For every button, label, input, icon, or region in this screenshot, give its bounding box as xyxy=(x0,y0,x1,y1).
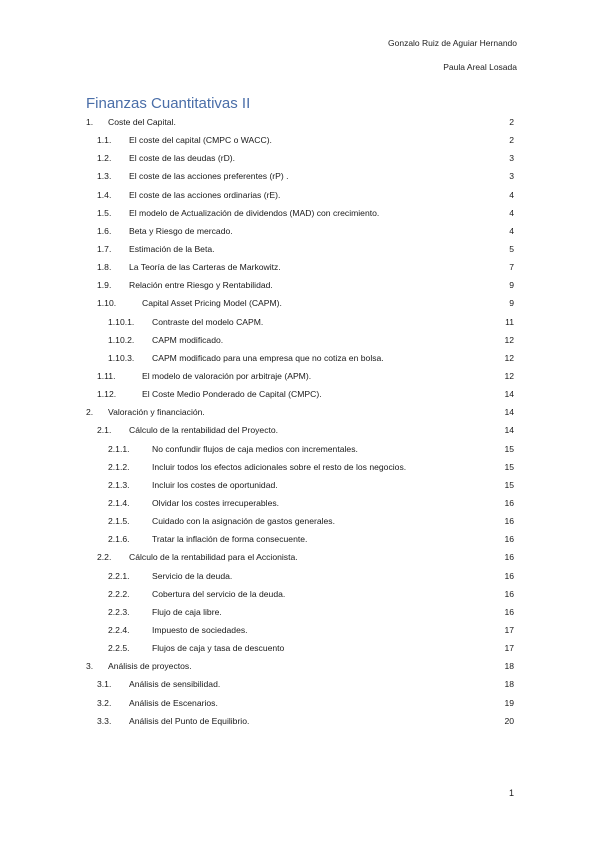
toc-entry-page: 3 xyxy=(509,153,514,164)
toc-entry[interactable] xyxy=(86,313,514,331)
toc-entry-number: 1.10.3. xyxy=(108,352,135,363)
toc-entry-page: 9 xyxy=(509,298,514,309)
toc-entry[interactable] xyxy=(86,240,514,258)
page-number: 1 xyxy=(508,788,514,798)
toc-entry-number: 1.1. xyxy=(97,135,112,146)
toc-entry-title: Olvidar los costes irrecuperables. xyxy=(152,497,280,508)
toc-entry-number: 1. xyxy=(86,117,94,127)
toc-entry-page: 4 xyxy=(509,207,514,218)
toc-entry[interactable] xyxy=(86,639,514,657)
toc-entry[interactable] xyxy=(86,349,514,367)
toc-entry-number: 2.1.6. xyxy=(108,534,130,545)
toc-entry[interactable] xyxy=(86,530,514,548)
toc-entry-title: El coste de las deudas (rD). xyxy=(129,153,236,164)
toc-entry-title: Incluir todos los efectos adicionales sobre el resto de los negocios. xyxy=(152,461,407,472)
toc-entry-number: 1.10.1. xyxy=(108,316,135,327)
toc-entry[interactable] xyxy=(86,149,514,167)
toc-entry-number: 2.1.2. xyxy=(108,461,130,472)
toc-entry[interactable] xyxy=(86,567,514,585)
toc-entry[interactable] xyxy=(86,621,514,639)
toc-entry[interactable] xyxy=(86,494,514,512)
toc-entry-title: Flujo de caja libre. xyxy=(152,606,222,617)
toc-entry[interactable] xyxy=(86,657,514,675)
toc-entry-page: 15 xyxy=(504,443,514,454)
toc-entry-page: 16 xyxy=(504,606,514,617)
toc-entry-number: 2.1.5. xyxy=(108,516,130,527)
toc-entry-number: 3.1. xyxy=(97,679,112,690)
toc-entry-page: 16 xyxy=(504,534,514,545)
toc-entry-number: 2.1.4. xyxy=(108,497,130,508)
toc-entry-page: 4 xyxy=(509,225,514,236)
toc-entry-page: 12 xyxy=(504,370,514,381)
toc-entry-page: 16 xyxy=(504,516,514,527)
toc-entry-page: 16 xyxy=(504,497,514,508)
toc-entry-page: 12 xyxy=(504,352,514,363)
toc-entry-number: 1.2. xyxy=(97,153,112,164)
toc-entry-title: CAPM modificado para una empresa que no cotiza en bolsa. xyxy=(152,352,384,363)
toc-entry-page: 14 xyxy=(504,407,514,418)
toc-entry-number: 3.3. xyxy=(97,715,112,726)
toc-entry-title: Estimación de la Beta. xyxy=(129,243,215,254)
toc-entry-title: Servicio de la deuda. xyxy=(152,570,233,581)
toc-entry-page: 17 xyxy=(504,624,514,635)
toc-entry-title: Impuesto de sociedades. xyxy=(152,624,248,635)
toc-entry-page: 3 xyxy=(509,171,514,182)
toc-entry-page: 14 xyxy=(504,389,514,400)
document-title: Finanzas Cuantitativas II xyxy=(86,95,251,112)
author-name: Paula Areal Losada xyxy=(443,62,517,72)
toc-entry-number: 1.12. xyxy=(97,389,117,400)
toc-entry[interactable] xyxy=(86,276,514,294)
toc-entry-title: Coste del Capital. xyxy=(108,117,176,127)
toc-entry-title: La Teoría de las Carteras de Markowitz. xyxy=(129,262,281,273)
toc-entry-title: No confundir flujos de caja medios con incrementales. xyxy=(152,443,358,454)
toc-entry-title: Relación entre Riesgo y Rentabilidad. xyxy=(129,280,273,291)
toc-entry-title: Capital Asset Pricing Model (CAPM). xyxy=(142,298,282,309)
toc-entry-page: 18 xyxy=(504,679,514,690)
toc-entry-page: 15 xyxy=(504,479,514,490)
toc-entry-page: 17 xyxy=(504,643,514,654)
toc-entry-title: Valoración y financiación. xyxy=(108,407,205,418)
toc-entry-number: 1.8. xyxy=(97,262,112,273)
toc-entry[interactable] xyxy=(86,222,514,240)
toc-entry-title: Tratar la inflación de forma consecuente. xyxy=(152,534,308,545)
toc-entry-title: El coste del capital (CMPC o WACC). xyxy=(129,135,272,146)
toc-entry-number: 3.2. xyxy=(97,697,112,708)
toc-entry-title: Análisis de proyectos. xyxy=(108,661,192,672)
toc-entry-page: 19 xyxy=(504,697,514,708)
toc-entry-page: 18 xyxy=(504,661,514,672)
toc-entry[interactable] xyxy=(86,458,514,476)
toc-entry[interactable] xyxy=(86,512,514,530)
toc-entry[interactable] xyxy=(86,675,514,693)
toc-entry-number: 3. xyxy=(86,661,94,672)
toc-entry-number: 1.6. xyxy=(97,225,112,236)
toc-entry-number: 2.2. xyxy=(97,552,112,563)
toc-entry[interactable] xyxy=(86,331,514,349)
toc-entry-number: 2.2.5. xyxy=(108,643,130,654)
toc-entry-title: El modelo de Actualización de dividendos (MAD) con crecimiento. xyxy=(129,207,380,218)
toc-entry[interactable] xyxy=(86,204,514,222)
toc-entry-title: Cálculo de la rentabilidad del Proyecto. xyxy=(129,425,279,436)
toc-entry[interactable] xyxy=(86,603,514,621)
toc-entry-number: 2.2.4. xyxy=(108,624,130,635)
toc-entry[interactable] xyxy=(86,712,514,730)
toc-entry-page: 2 xyxy=(509,135,514,146)
author-name: Gonzalo Ruiz de Aguiar Hernando xyxy=(388,38,517,48)
toc-entry-page: 5 xyxy=(509,243,514,254)
toc-entry[interactable] xyxy=(86,403,514,421)
toc-entry[interactable] xyxy=(86,367,514,385)
toc-entry-title: Cálculo de la rentabilidad para el Accionista. xyxy=(129,552,298,563)
toc-entry-page: 16 xyxy=(504,570,514,581)
toc-entry-page: 12 xyxy=(504,334,514,345)
toc-entry-title: El Coste Medio Ponderado de Capital (CMPC). xyxy=(142,389,322,400)
toc-entry[interactable] xyxy=(86,131,514,149)
toc-entry-title: Beta y Riesgo de mercado. xyxy=(129,225,233,236)
toc-entry-page: 16 xyxy=(504,588,514,599)
toc-entry-page: 20 xyxy=(504,715,514,726)
toc-entry[interactable] xyxy=(86,258,514,276)
toc-entry-page: 14 xyxy=(504,425,514,436)
toc-entry-number: 2.2.2. xyxy=(108,588,130,599)
toc-entry-number: 1.4. xyxy=(97,189,112,200)
toc-entry[interactable] xyxy=(86,113,514,131)
toc-entry-title: Cobertura del servicio de la deuda. xyxy=(152,588,286,599)
toc-entry-number: 2.1.3. xyxy=(108,479,130,490)
toc-entry-title: Análisis del Punto de Equilibrio. xyxy=(129,715,250,726)
toc-entry-title: Flujos de caja y tasa de descuento xyxy=(152,643,285,654)
toc-entry-number: 1.9. xyxy=(97,280,112,291)
toc-entry-title: Contraste del modelo CAPM. xyxy=(152,316,264,327)
toc-entry-number: 2.2.1. xyxy=(108,570,130,581)
toc-entry-number: 1.10. xyxy=(97,298,117,309)
toc-entry[interactable] xyxy=(86,385,514,403)
toc-entry-page: 2 xyxy=(509,117,514,127)
toc-entry[interactable] xyxy=(86,294,514,312)
toc-entry-number: 1.11. xyxy=(97,370,116,381)
toc-entry-page: 4 xyxy=(509,189,514,200)
toc-entry-title: El modelo de valoración por arbitraje (APM). xyxy=(142,370,312,381)
toc-entry[interactable] xyxy=(86,694,514,712)
toc-entry-title: Análisis de sensibilidad. xyxy=(129,679,221,690)
toc-entry[interactable] xyxy=(86,548,514,566)
toc-entry-number: 1.5. xyxy=(97,207,112,218)
toc-entry[interactable] xyxy=(86,440,514,458)
toc-entry-title: Análisis de Escenarios. xyxy=(129,697,218,708)
toc-entry-page: 9 xyxy=(509,280,514,291)
toc-entry-number: 2. xyxy=(86,407,94,418)
table-of-contents xyxy=(86,113,514,730)
toc-entry[interactable] xyxy=(86,421,514,439)
toc-entry[interactable] xyxy=(86,167,514,185)
toc-entry-number: 2.1.1. xyxy=(108,443,130,454)
toc-entry-page: 16 xyxy=(504,552,514,563)
toc-entry[interactable] xyxy=(86,585,514,603)
toc-entry-number: 1.10.2. xyxy=(108,334,135,345)
toc-entry-title: Cuidado con la asignación de gastos generales. xyxy=(152,516,335,527)
toc-entry-number: 2.1. xyxy=(97,425,112,436)
toc-entry-title: CAPM modificado. xyxy=(152,334,224,345)
toc-entry-number: 1.3. xyxy=(97,171,112,182)
toc-entry-title: El coste de las acciones preferentes (rP) . xyxy=(129,171,289,182)
toc-entry[interactable] xyxy=(86,476,514,494)
toc-entry-page: 15 xyxy=(504,461,514,472)
toc-entry-page: 7 xyxy=(509,262,514,273)
toc-entry-page: 11 xyxy=(505,316,514,327)
toc-entry-title: El coste de las acciones ordinarias (rE). xyxy=(129,189,281,200)
toc-entry[interactable] xyxy=(86,186,514,204)
toc-entry-number: 1.7. xyxy=(97,243,112,254)
toc-entry-title: Incluir los costes de oportunidad. xyxy=(152,479,278,490)
toc-entry-number: 2.2.3. xyxy=(108,606,130,617)
